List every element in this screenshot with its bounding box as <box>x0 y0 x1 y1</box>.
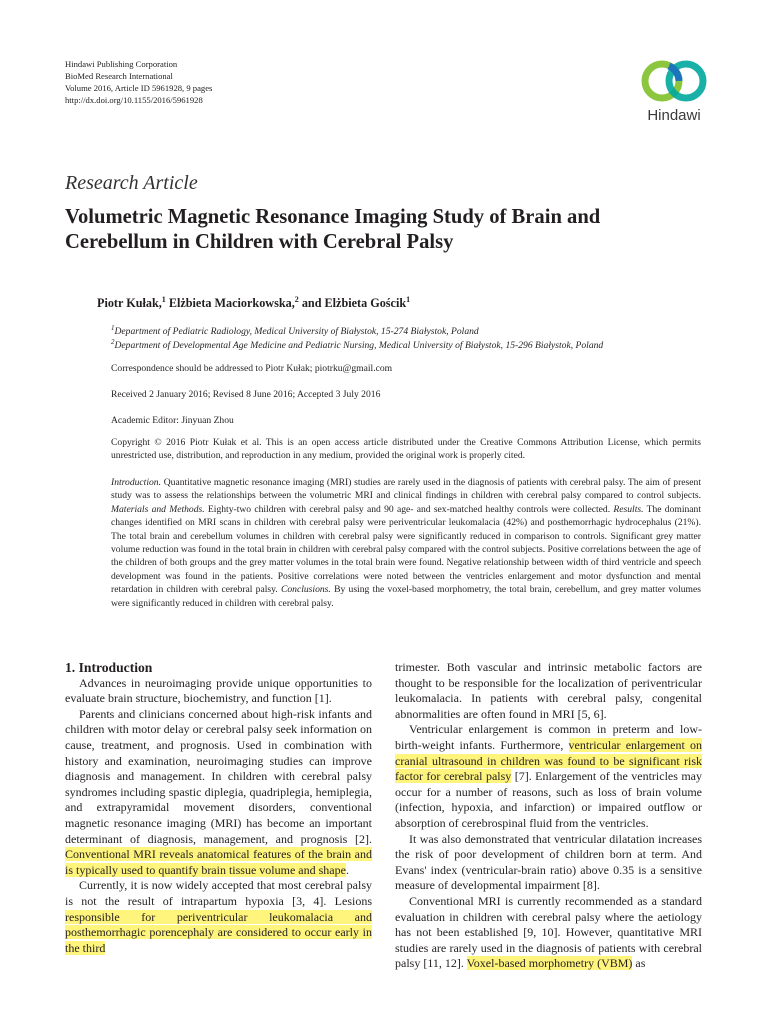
journal-name-line: BioMed Research International <box>65 71 173 81</box>
highlighted-text: Conventional MRI reveals anatomical features of the brain and is typically used to quantify brain tissue volume and shape <box>65 847 372 877</box>
paragraph <box>65 878 372 956</box>
hindawi-logo-text: Hindawi <box>647 107 701 124</box>
author-conjunction: and <box>301 296 322 311</box>
paragraph-text: Conventional MRI is currently recommended as a standard evaluation in children with cerebral palsy where the aetiology has not been established [9, 10]. However, quantitative MRI studies are rarely used in the diagnosis of patients with cerebral palsy [11, 12]. <box>395 893 702 971</box>
author-name: Elżbieta Maciorkowska, <box>168 296 295 311</box>
paragraph-text: [7]. Enlargement of the ventricles may occur for a number of reasons, such as loss of brain volume (infection, hypoxia, and infarction) or impaired outflow or absorption of cerebrospinal fluid from the ventricles. <box>395 769 703 830</box>
article-title: Volumetric Magnetic Resonance Imaging Study of Brain and Cerebellum in Children with Cerebral Palsy <box>65 206 601 253</box>
paragraph <box>395 722 702 831</box>
academic-editor: Academic Editor: Jinyuan Zhou <box>111 415 234 426</box>
highlighted-text: Voxel-based morphometry (VBM) <box>466 956 633 971</box>
publisher-line: Hindawi Publishing Corporation <box>65 59 178 69</box>
paragraph-text: Currently, it is now widely accepted that most cerebral palsy is not the result of intrapartum hypoxia [3, 4]. Lesions <box>65 878 372 908</box>
paragraph-text: . <box>345 862 349 877</box>
abstract <box>111 476 701 610</box>
paragraph-text: as <box>632 956 646 971</box>
abstract-text: By using the voxel-based morphometry, the total brain, cerebellum, and grey matter volumes were significantly reduced in children with cerebral palsy. <box>111 584 702 609</box>
abstract-label-methods: Materials and Methods. <box>111 503 205 515</box>
author-list <box>97 295 410 311</box>
section-heading: 1. Introduction <box>65 660 153 675</box>
paragraph-text: Ventricular enlargement is common in preterm and low-birth-weight infants. Furthermore, <box>395 722 702 752</box>
affiliation <box>111 324 479 337</box>
affiliation-text: Department of Pediatric Radiology, Medical University of Białystok, 15-274 Białystok, Poland <box>114 326 479 338</box>
author-affiliation-mark: 1 <box>161 295 166 304</box>
article-type: Research Article <box>65 172 198 194</box>
paragraph: It was also demonstrated that ventricular dilatation increases the risk of poor development of children born at term. And Evans' index (ventricular-brain ratio) above 0.35 is a sensitive measure of developmental impairment [8]. <box>395 831 702 893</box>
paragraph <box>395 894 702 972</box>
abstract-text: Eighty-two children with cerebral palsy and 90 age- and sex-matched healthy controls were collected. <box>204 503 611 515</box>
affiliation <box>111 338 603 351</box>
author-affiliation-mark: 2 <box>294 295 299 304</box>
paragraph: trimester. Both vascular and intrinsic metabolic factors are thought to be responsible for the localization of periventricular leukomalacia. In patients with cerebral palsy, congenital abnormalities are often found in MRI [5, 6]. <box>395 660 702 721</box>
abstract-label-conclusions: Conclusions. <box>277 584 331 596</box>
highlighted-text: responsible for periventricular leukomalacia and posthemorrhagic porencephaly are considered to occur early in the third <box>65 909 372 955</box>
author-name: Piotr Kułak, <box>97 296 162 311</box>
body-column-left <box>65 660 372 956</box>
hindawi-logo-icon <box>636 55 712 107</box>
affiliation-number: 2 <box>111 338 115 346</box>
correspondence: Correspondence should be addressed to Piotr Kułak; piotrku@gmail.com <box>111 363 393 374</box>
volume-line: Volume 2016, Article ID 5961928, 9 pages <box>65 83 213 93</box>
copyright-notice: Copyright © 2016 Piotr Kułak et al. This is an open access article distributed under the Creative Commons Attribution License, which permits unrestricted use, distribution, and reproduction in any medium, provided the original work is properly cited. <box>111 437 701 462</box>
doi-link[interactable]: http://dx.doi.org/10.1155/2016/5961928 <box>65 95 203 105</box>
abstract-label-introduction: Introduction. <box>111 477 162 488</box>
paragraph: Advances in neuroimaging provide unique opportunities to evaluate brain structure, biochemistry, and function [1]. <box>65 675 372 706</box>
abstract-text: Quantitative magnetic resonance imaging (MRI) studies are rarely used in the diagnosis of patients with cerebral palsy. The aim of present study was to assess the relationships between the volumetric MRI and clinical findings in children with cerebral palsy compared to control subjects. <box>111 477 701 502</box>
journal-meta <box>65 58 212 106</box>
affiliation-text: Department of Developmental Age Medicine and Pediatric Nursing, Medical University of Białystok, 15-296 Białystok, Poland <box>114 340 604 352</box>
paragraph <box>65 707 372 879</box>
abstract-label-results: Results. <box>610 503 644 515</box>
abstract-text: The dominant changes identified on MRI scans in children with cerebral palsy were periventricular leukomalacia (42%) and posthemorrhagic hydrocephalus (21%). The total brain and cerebellum volumes in children with cerebral palsy were significantly reduced in comparison to controls. Significant grey matter volume reduction was found in the total brain in children with cerebral palsy compared with the control subjects. Positive correlations between the age of the children of both groups and the grey matter volumes in the total brain were found. Negative relationship between width of third ventricle and speech development was found in the patients. Positive correlations were noted between the ventricles enlargement and motor dysfunction and mental retardation in children with cerebral palsy. <box>111 503 702 596</box>
hindawi-logo <box>636 55 712 133</box>
affiliation-number: 1 <box>111 324 115 332</box>
highlighted-text: ventricular enlargement on cranial ultrasound in children was found to be significant risk factor for cerebral palsy <box>395 737 702 784</box>
author-name: Elżbieta Gościk <box>324 296 407 311</box>
author-affiliation-mark: 1 <box>406 295 411 304</box>
publication-dates: Received 2 January 2016; Revised 8 June 2016; Accepted 3 July 2016 <box>111 389 381 400</box>
paragraph-text: Parents and clinicians concerned about high-risk infants and children with motor delay or cerebral palsy seek information on cause, treatment, and prognosis. Used in combination with history and examination, neuroimaging studies can improve diagnosis and management. In children with cerebral palsy syndromes including spastic diplegia, quadriplegia, hemiplegia, and extrapyramidal movement disorders, conventional magnetic resonance imaging (MRI) has become an important determinant of diagnosis, management, and prognosis [2]. <box>65 706 372 846</box>
body-column-right <box>395 660 702 972</box>
